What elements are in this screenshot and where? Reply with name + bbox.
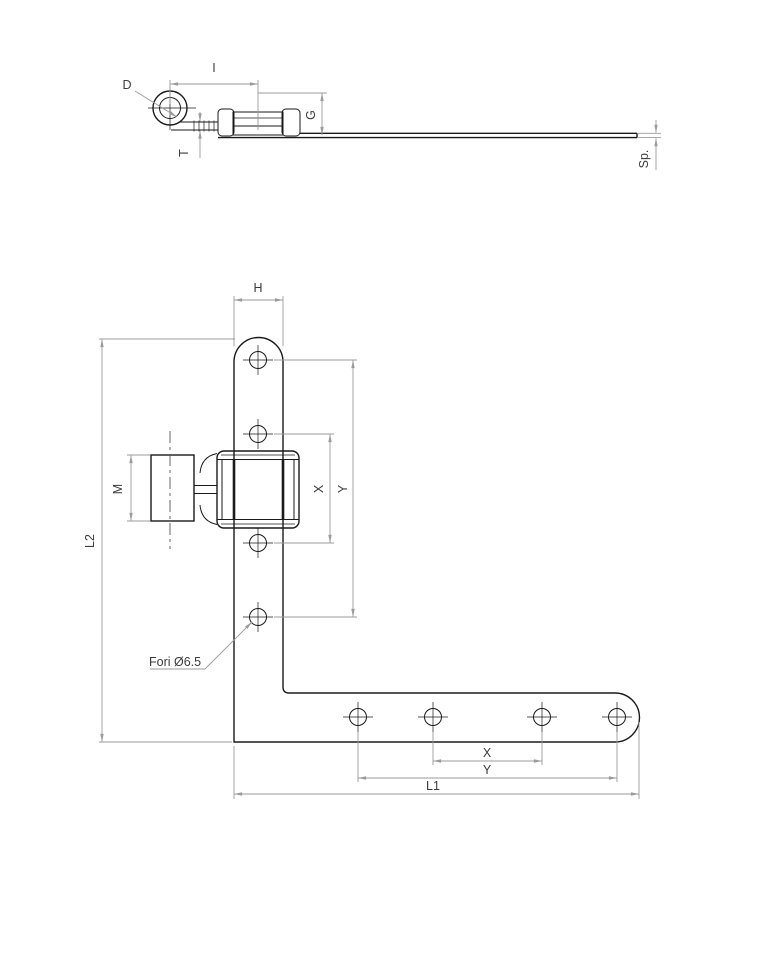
arm-holes — [343, 702, 632, 732]
dimension-label-d: D — [122, 78, 132, 92]
dimension-label-sp: Sp. — [637, 149, 651, 169]
dimension-label-m: M — [111, 483, 125, 495]
hole — [527, 702, 557, 732]
hole-note-label: Fori Ø6.5 — [149, 655, 202, 669]
dimension-label-l2: L2 — [83, 534, 97, 548]
dimension-label-g: G — [304, 110, 318, 120]
hole — [243, 602, 273, 632]
hole — [243, 419, 273, 449]
dimension-g — [258, 93, 327, 135]
bracket-outline — [234, 338, 640, 743]
front-view — [83, 281, 640, 799]
dimension-label-x-vertical: X — [312, 484, 326, 494]
dimension-label-t: T — [177, 149, 191, 157]
hole — [243, 528, 273, 558]
dimension-label-h: H — [253, 281, 263, 295]
hole-note — [149, 622, 252, 669]
stem-flare-bottom — [200, 505, 217, 525]
hub-front — [217, 451, 299, 528]
knob-body — [151, 455, 194, 521]
hub-right-flange-side — [282, 109, 300, 136]
stem-flare-top — [200, 454, 217, 474]
dimension-m — [111, 455, 150, 521]
strip-holes — [243, 345, 273, 632]
dimension-label-l1: L1 — [426, 779, 440, 793]
hole — [343, 702, 373, 732]
knob — [151, 431, 217, 549]
dimension-l1 — [234, 722, 639, 799]
dimension-label-y-vertical: Y — [336, 484, 350, 494]
hole — [418, 702, 448, 732]
dimension-x-horizontal — [433, 732, 542, 765]
hole — [243, 345, 273, 375]
side-view — [122, 61, 661, 170]
hole — [602, 702, 632, 732]
dimension-h — [234, 281, 283, 346]
dimension-sp — [637, 120, 661, 170]
dimension-label-y-horizontal: Y — [482, 763, 492, 777]
dimension-label-i: I — [212, 61, 216, 75]
hub-left-flange-side — [218, 109, 234, 136]
dimension-l2 — [83, 339, 235, 742]
dimension-t — [177, 112, 200, 158]
hub-outer-box — [217, 451, 299, 528]
dimension-label-x-horizontal: X — [482, 746, 492, 760]
